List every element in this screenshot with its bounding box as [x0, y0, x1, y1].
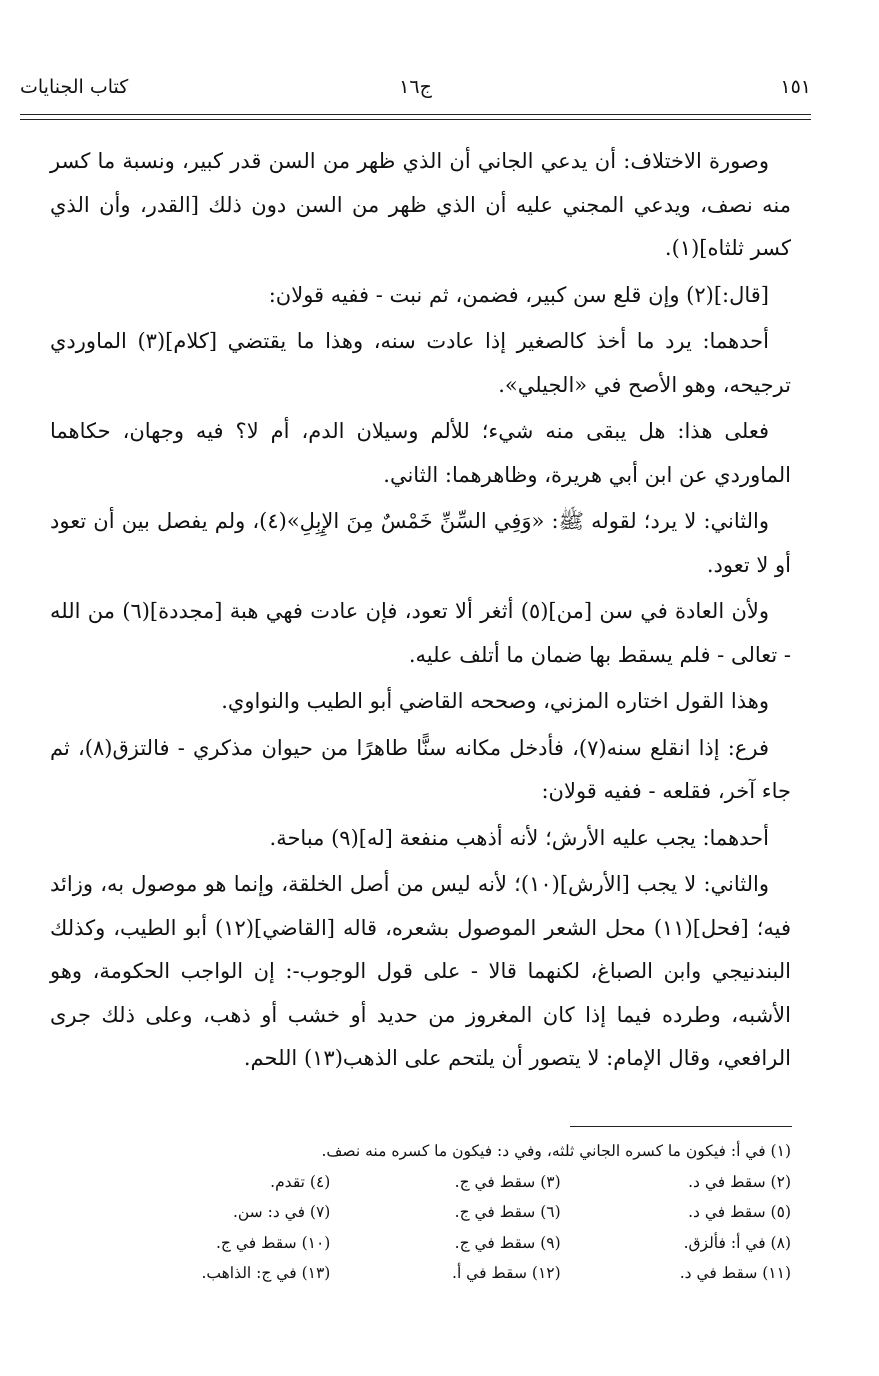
volume-number: ج١٦	[399, 76, 432, 98]
header-rule-bottom	[20, 119, 811, 120]
footnote-row	[100, 1167, 791, 1198]
footnote: (١٢) سقط في أ.	[452, 1264, 561, 1282]
footnote: (١٠) سقط في ج.	[215, 1233, 331, 1252]
footnote: (٦) سقط في ج.	[454, 1203, 561, 1221]
footnote-row	[100, 1258, 791, 1289]
paragraph: وصورة الاختلاف: أن يدعي الجاني أن الذي ظهر من السن قدر كبير، ونسبة ما كسر منه نصف، ويدعي المجني عليه أن الذي ظهر من السن دون ذلك [القدر، وأن الذي كسر ثلثاه](١).	[50, 149, 791, 260]
footnote: (٩) سقط في ج.	[454, 1233, 561, 1252]
paragraph: والثاني: لا يجب [الأرش](١٠)؛ لأنه ليس من أصل الخلقة، وإنما هو موصول به، وزائد فيه؛ [فحل](١١) محل الشعر الموصول بشعره، قاله [القاضي](١٢) أبو الطيب، وكذلك البندنيجي وابن الصباغ، لكنهما قالا - على قول الوجوب-: إن الواجب الحكومة، وهو الأشبه، وطرده فيما إذا كان المغروز من حديد أو خشب أو ذهب، وعلى ذلك جرى الرافعي، وقال الإمام: لا يتصور أن يلتحم على الذهب(١٣) اللحم.	[50, 872, 792, 1070]
header-rule-top	[20, 114, 811, 115]
main-text	[50, 140, 791, 1084]
footnote: (٤) تقدم.	[270, 1172, 331, 1191]
footnote-row	[100, 1228, 791, 1259]
footnote: (٧) في د: سن.	[232, 1203, 331, 1221]
footnote: (١١) سقط في د.	[679, 1264, 791, 1282]
page-number: ١٥١	[780, 76, 811, 98]
paragraph: [قال:](٢) وإن قلع سن كبير، فضمن، ثم نبت - ففيه قولان:	[268, 282, 769, 307]
footnote: (٢) سقط في د.	[688, 1172, 791, 1191]
paragraph: فرع: إذا انقلع سنه(٧)، فأدخل مكانه سنًّا طاهرًا من حيوان مذكري - فالتزق(٨)، ثم جاء آخر، فقلعه - ففيه قولان:	[50, 735, 791, 803]
paragraph: أحدهما: يجب عليه الأرش؛ لأنه أذهب منفعة [له](٩) مباحة.	[269, 825, 769, 850]
footnote: (٥) سقط في د.	[688, 1203, 791, 1221]
running-header	[20, 70, 811, 110]
paragraph: والثاني: لا يرد؛ لقوله ﷺ: «وَفِي السِّنِّ خَمْسٌ مِنَ الإِبِلِ»(٤)، ولم يفصل بين أن تعود أو لا تعود.	[50, 509, 791, 577]
footnote: (١٣) في ج: الذاهب.	[201, 1264, 331, 1282]
paragraph: فعلى هذا: هل يبقى منه شيء؛ للألم وسيلان الدم، أم لا؟ فيه وجهان، حكاهما الماوردي عن ابن أبي هريرة، وظاهرهما: الثاني.	[50, 419, 791, 487]
footnote: (٨) في أ: فألزق.	[683, 1233, 791, 1252]
book-title: كتاب الجنايات	[20, 76, 129, 98]
footnote-row	[100, 1197, 791, 1228]
paragraph: وهذا القول اختاره المزني، وصححه القاضي أبو الطيب والنواوي.	[221, 689, 769, 713]
paragraph: ولأن العادة في سن [من](٥) أثغر ألا تعود، فإن عادت فهي هبة [مجددة](٦) من الله - تعالى - فلم يسقط بها ضمان ما أتلف عليه.	[50, 599, 791, 667]
paragraph: أحدهما: يرد ما أخذ كالصغير إذا عادت سنه، وهذا ما يقتضي [كلام](٣) الماوردي ترجيحه، وهو الأصح في «الجيلي».	[50, 329, 791, 397]
footnote-separator	[570, 1126, 792, 1127]
footnotes	[100, 1136, 791, 1289]
footnote: (١) في أ: فيكون ما كسره الجاني ثلثه، وفي د: فيكون ما كسره منه نصف.	[321, 1142, 791, 1160]
footnote: (٣) سقط في ج.	[454, 1172, 561, 1191]
